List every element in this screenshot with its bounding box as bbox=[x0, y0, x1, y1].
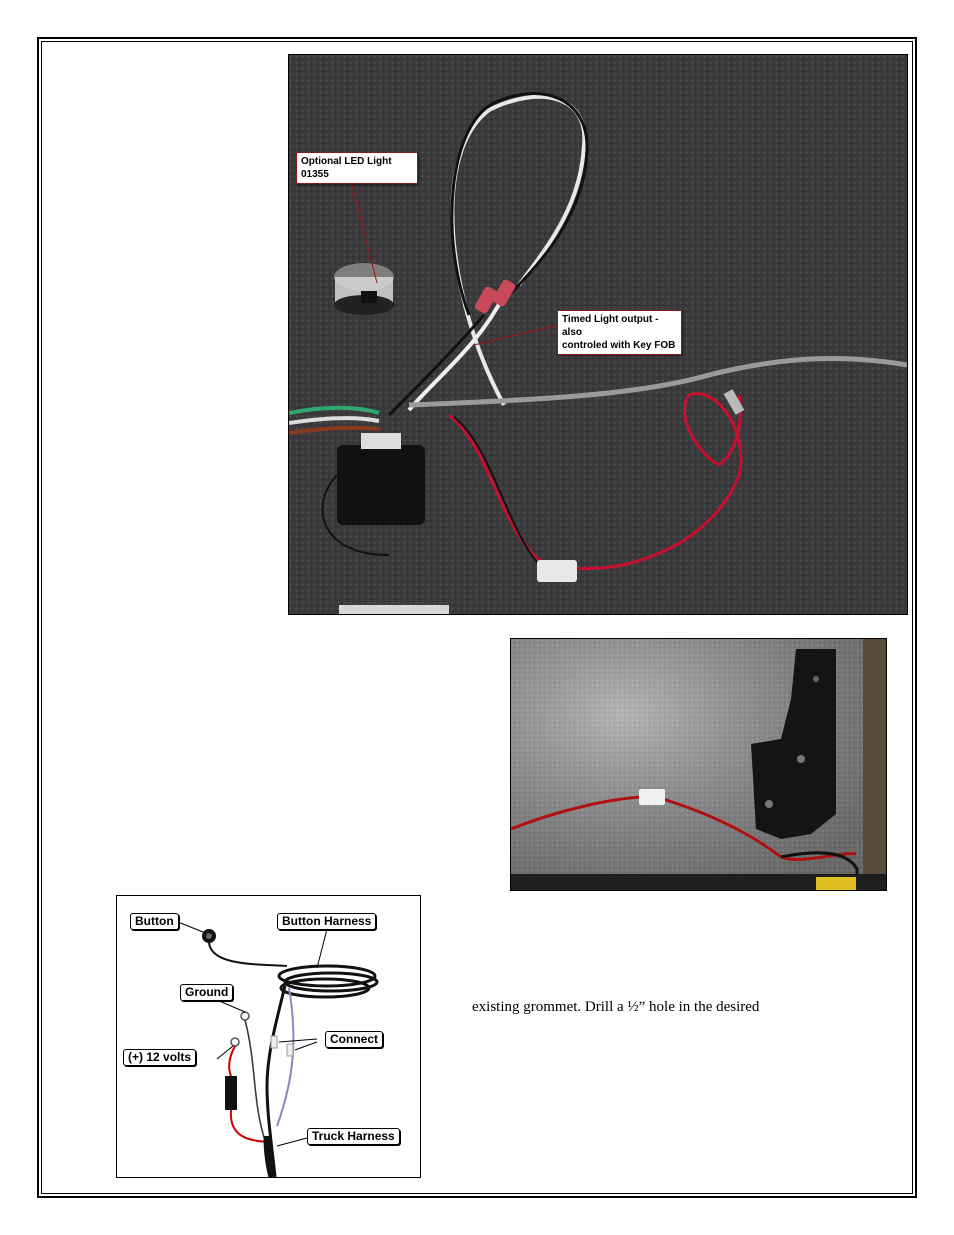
timed-light-callout bbox=[557, 310, 682, 355]
bracket-install-photo bbox=[510, 638, 887, 891]
label-button-harness-text: Button Harness bbox=[282, 914, 372, 928]
label-button bbox=[130, 913, 179, 930]
instruction-text: existing grommet. Drill a ½” hole in the desired bbox=[472, 999, 760, 1015]
label-connect bbox=[325, 1031, 383, 1048]
led-light-callout bbox=[296, 152, 418, 184]
timed-light-callout-line2: controled with Key FOB bbox=[562, 340, 676, 351]
label-button-text: Button bbox=[135, 914, 174, 928]
label-12-volts-text: (+) 12 volts bbox=[128, 1050, 192, 1064]
label-ground bbox=[180, 984, 233, 1001]
label-button-harness bbox=[277, 913, 376, 930]
label-truck-harness-text: Truck Harness bbox=[312, 1129, 395, 1143]
timed-light-callout-line1: Timed Light output - also bbox=[562, 314, 659, 338]
label-connect-text: Connect bbox=[330, 1032, 378, 1046]
label-12-volts bbox=[123, 1049, 196, 1066]
label-ground-text: Ground bbox=[185, 985, 229, 999]
led-light-callout-text: Optional LED Light 01355 bbox=[301, 156, 392, 180]
label-truck-harness bbox=[307, 1128, 400, 1145]
